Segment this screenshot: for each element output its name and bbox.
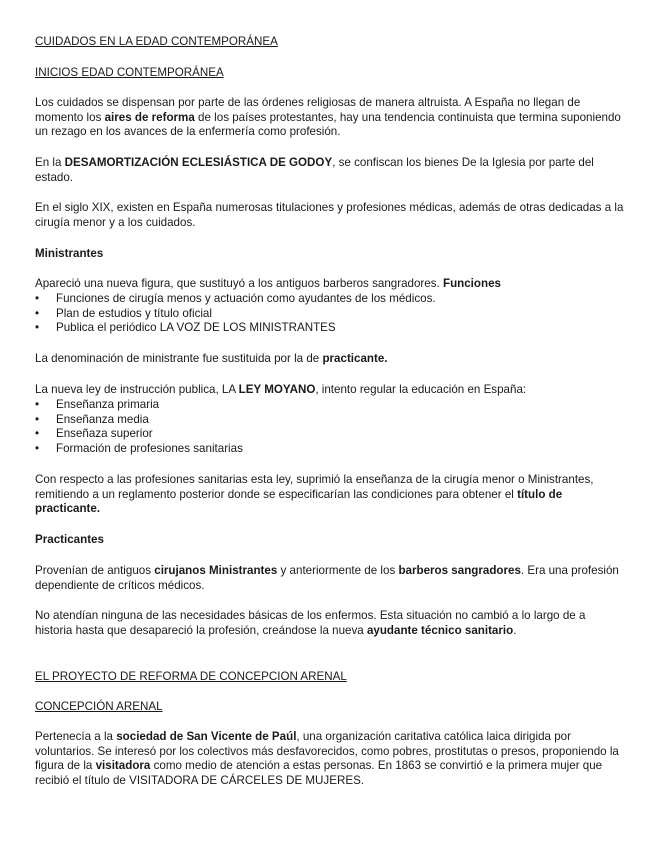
paragraph-no-atendian: No atendían ninguna de las necesidades básicas de los enfermos. Esta situación no cambió a lo largo de a historia hasta que desapareció la profesión, creándose la nueva ayudante técnico sanitario. — [35, 609, 586, 637]
paragraph-desamortizacion: En la DESAMORTIZACIÓN ECLESIÁSTICA DE GODOY, se confiscan los bienes De la Iglesia por parte del estado. — [35, 156, 594, 184]
heading-ministrantes: Ministrantes — [35, 247, 104, 260]
paragraph-provenian: Provenían de antiguos cirujanos Ministrantes y anteriormente de los barberos sangradores. Era una profesión dependiente de críticos médicos. — [35, 564, 619, 592]
paragraph-siglo-xix: En el siglo XIX, existen en España numerosas titulaciones y profesiones médicas, además de otras dedicadas a la cirugía menor y a los cuidados. — [35, 201, 624, 229]
section-heading-main: CUIDADOS EN LA EDAD CONTEMPORÁNEA — [35, 35, 278, 48]
subsection-heading-concepcion-arenal: CONCEPCIÓN ARENAL — [35, 700, 163, 713]
list-funciones — [35, 292, 625, 336]
list-item: • Funciones de cirugía menos y actuación como ayudantes de los médicos. — [35, 292, 625, 307]
subsection-heading-inicios: INICIOS EDAD CONTEMPORÁNEA — [35, 66, 224, 79]
list-item: • Enseñanza media — [35, 413, 625, 428]
paragraph-ley-moyano: La nueva ley de instrucción publica, LA LEY MOYANO, intento regular la educación en España: — [35, 383, 527, 396]
list-item: • Enseñaza superior — [35, 427, 625, 442]
list-item: • Formación de profesiones sanitarias — [35, 442, 625, 457]
heading-practicantes: Practicantes — [35, 533, 104, 546]
paragraph-pertenecia: Pertenecía a la sociedad de San Vicente de Paúl, una organización caritativa católica laica dirigida por voluntarios. Se interesó por los colectivos más desfavorecidos, como pobres, prostitutas o presos, proponiendo la figura de la visitadora como medio de atención a estas personas. En 1863 se convirtió e la primera mujer que recibió el título de VISITADORA DE CÁRCELES DE MUJERES. — [35, 730, 619, 787]
paragraph-profesiones-sanitarias: Con respecto a las profesiones sanitarias esta ley, suprimió la enseñanza de la cirugía menor o Ministrantes, remitiendo a un reglamento posterior donde se especificarían las condiciones para obtener el título de practicante. — [35, 473, 594, 516]
paragraph-nueva-figura: Apareció una nueva figura, que sustituyó a los antiguos barberos sangradores. Funciones — [35, 277, 501, 290]
list-item: • Enseñanza primaria — [35, 398, 625, 413]
section-heading-proyecto-reforma: EL PROYECTO DE REFORMA DE CONCEPCION ARENAL — [35, 670, 347, 683]
paragraph-cuidados-ordenes: Los cuidados se dispensan por parte de las órdenes religiosas de manera altruista. A España no llegan de momento los aires de reforma de los países protestantes, hay una tendencia continuista que termina suponiendo un rezago en los avances de la enfermería como profesión. — [35, 96, 621, 139]
list-item: • Publica el periódico LA VOZ DE LOS MINISTRANTES — [35, 321, 625, 336]
paragraph-denominacion: La denominación de ministrante fue sustituida por la de practicante. — [35, 352, 388, 365]
list-ensenanza — [35, 398, 625, 456]
list-item: • Plan de estudios y título oficial — [35, 307, 625, 322]
